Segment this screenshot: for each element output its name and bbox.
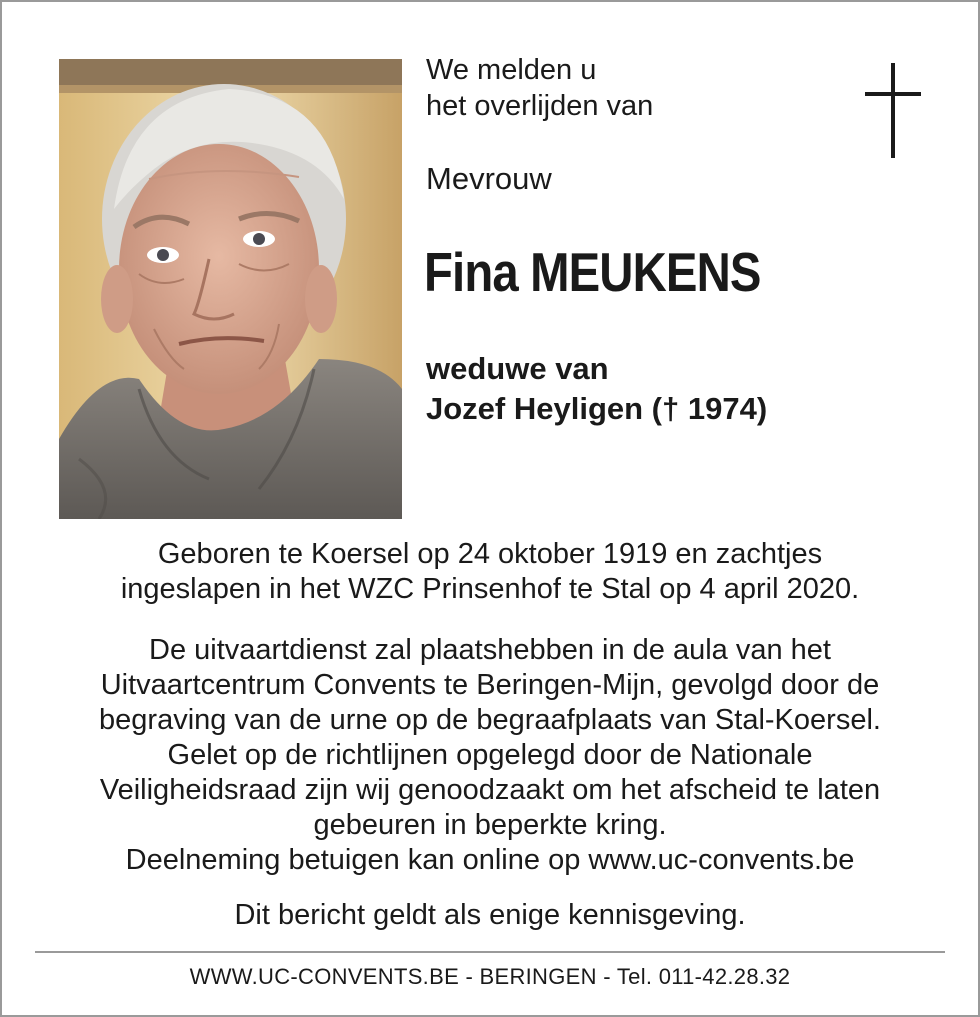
service-line: Gelet op de richtlijnen opgelegd door de Nationale [167,739,813,771]
deceased-name: Fina MEUKENS [424,241,761,303]
service-line: begraving van de urne op de begraafplaats van Stal-Koersel. [99,704,881,736]
spouse-line: weduwe van [426,351,609,386]
spouse-line: Jozef Heyligen († 1974) [426,391,768,426]
intro-line: het overlijden van [426,90,654,122]
service-paragraph [40,633,940,878]
portrait-photo-icon [59,59,402,519]
service-line: Deelneming betuigen kan online op www.uc-convents.be [125,844,855,876]
service-line: gebeuren in beperkte kring. [313,809,667,841]
service-line: Veiligheidsraad zijn wij genoodzaakt om het afscheid te laten [99,774,881,806]
intro-text [426,52,653,124]
birth-line: Geboren te Koersel op 24 oktober 1919 en zachtjes [157,538,823,570]
birth-paragraph [40,537,940,607]
intro-line: We melden u [426,54,597,86]
service-line: Uitvaartcentrum Convents te Beringen-Mijn, gevolgd door de [100,669,880,701]
footer-divider [35,951,945,953]
birth-line: ingeslapen in het WZC Prinsenhof te Stal op 4 april 2020. [120,573,860,605]
title-prefix: Mevrouw [426,161,552,196]
portrait-photo [59,59,402,519]
service-line: De uitvaartdienst zal plaatshebben in de aula van het [149,634,831,666]
notice-text: Dit bericht geldt als enige kennisgeving. [234,899,746,931]
spouse-info [426,349,767,429]
footer-contact: WWW.UC-CONVENTS.BE - BERINGEN - Tel. 011-42.28.32 [189,964,791,989]
latin-cross-icon [865,63,921,158]
